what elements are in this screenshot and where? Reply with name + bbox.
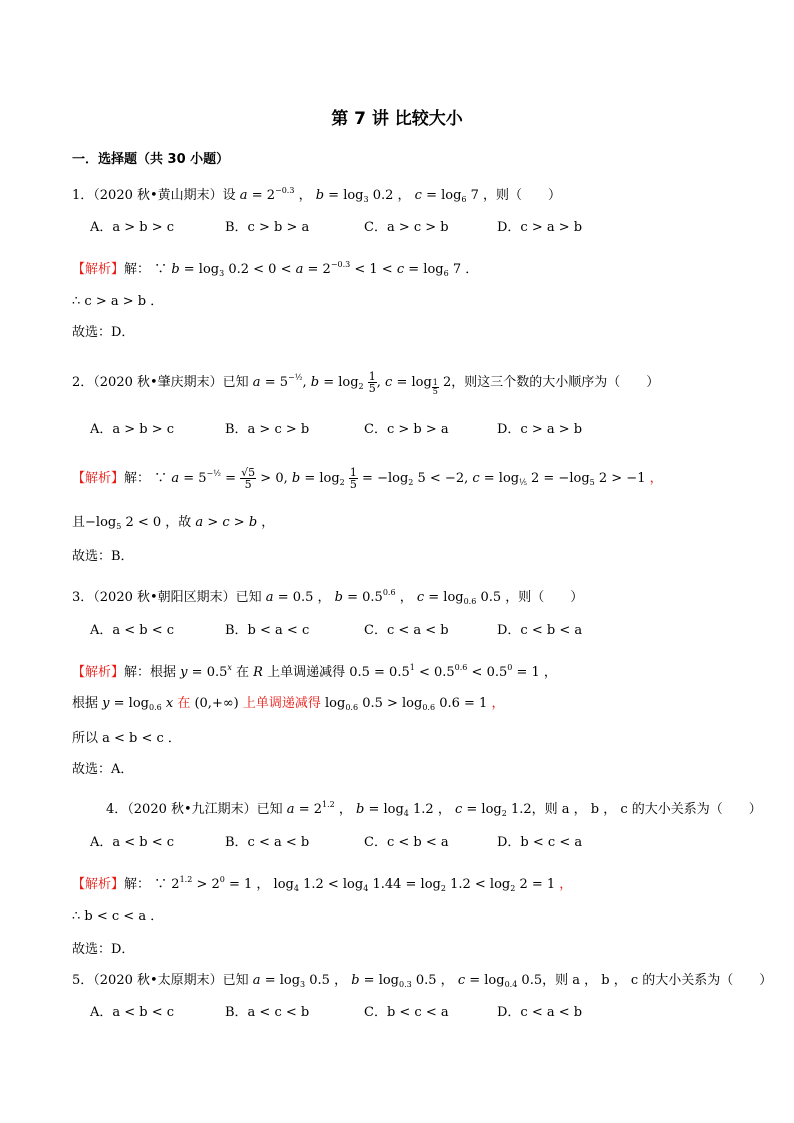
q3-line2-math: $y = \log_{0.6} x$ 在 (0,+∞) 上单调递减得 $\log_{0.6} 0.5 > \log_{0.6} 0.6 = 1$ ，	[102, 696, 505, 712]
q2-answer: 故选：B．	[72, 549, 134, 564]
question-3-stem	[72, 585, 583, 610]
q5-given: $a = \log_3 0.5$ ， $b = \log_{0.3} 0.5$ ， $c = \log_{0.4} 0.5$	[252, 973, 543, 989]
q2-therefore-math: $-\log_5$ 2 < 0 ，故 a > c > b ，	[85, 515, 275, 531]
q4-analysis-tag: 【解析】	[72, 877, 125, 892]
q4-option-a[interactable]: A．a < b < c	[90, 835, 175, 850]
q5-option-b[interactable]: B．a < c < b	[225, 1005, 310, 1020]
page-title: 第 7 讲 比较大小	[331, 109, 463, 129]
q5-option-a[interactable]: A．a < b < c	[90, 1005, 175, 1020]
q2-solution	[72, 466, 663, 491]
q4-option-d[interactable]: D．b < c < a	[497, 835, 583, 850]
q2-therefore	[72, 515, 274, 535]
section-heading: 一．选择题（共 30 小题）	[72, 152, 230, 167]
q2-stem-tail: ，则这三个数的大小顺序为（ ）	[451, 375, 660, 390]
q3-option-a[interactable]: A．a < b < c	[90, 623, 175, 638]
q4-option-c[interactable]: C．c < b < a	[364, 835, 449, 850]
q4-given: $a = 2^{1.2}$ ， $b = \log_4 1.2$ ， $c = \log_2 1.2$	[286, 800, 532, 818]
q1-solution-prefix: 解：	[124, 262, 151, 277]
q3-line2-prefix: 根据	[72, 696, 99, 711]
q4-solution-math: ∵ $2^{1.2} > 2^0 = 1$ ， $\log_4 1.2 < \log_4 1.44 = \log_2 1.2 < \log_2 2 = 1$ ，	[154, 875, 573, 893]
q5-option-c[interactable]: C．b < c < a	[364, 1005, 449, 1020]
q2-given: $a = 5^{-\frac{1}{2}}$, $b = \log_2$ $\frac{1}{5}$ , c = log $_{\frac{1}{5}}$ 2	[252, 370, 452, 396]
q3-stem-text: 3．（2020 秋•朝阳区期末）已知	[72, 590, 262, 605]
q2-solution-math: ∵ $a = 5^{-\frac{1}{2}}$ = $\frac{√5}{5}$ > 0, $b = \log_2$ $\frac{1}{5}$ = $-\log_2$ 5 < −2, $c = \log_{\frac{1}{5}} 2 = -\log_5$ 2 > −1 ，	[154, 466, 663, 491]
q2-stem-text: 2．（2020 秋•肇庆期末）已知	[72, 375, 249, 390]
q2-option-c[interactable]: C．c > b > a	[364, 422, 449, 437]
q1-given: $a = 2^{-0.3}$ ， $b = \log_3 0.2$ ， $c = \log_6 7$ ，则（ ）	[239, 186, 562, 204]
q4-solution	[72, 872, 572, 897]
q3-solution-math: $y = 0.5^x$ 在 R 上单调递减得 $0.5 = 0.5^1 < 0.5^{0.6} < 0.5^0 = 1$ ，	[180, 663, 557, 680]
q2-option-a[interactable]: A．a > b > c	[90, 422, 175, 437]
q3-given: a = 0.5 ， $b = 0.5^{0.6}$ ， $c = \log_{0.6} 0.5$ ，则（ ）	[265, 588, 584, 606]
q5-stem-tail: ，则 a ， b ， c 的大小关系为（ ）	[542, 973, 773, 988]
q3-option-c[interactable]: C．c < a < b	[364, 623, 449, 638]
q1-analysis-tag: 【解析】	[72, 262, 125, 277]
q1-stem-text: 1．（2020 秋•黄山期末）设	[72, 188, 236, 203]
q2-therefore-prefix: 且	[72, 515, 86, 530]
q3-option-b[interactable]: B．b < a < c	[225, 623, 310, 638]
q4-option-b[interactable]: B．c < a < b	[225, 835, 310, 850]
q2-analysis-tag: 【解析】	[72, 471, 125, 486]
q3-analysis-tag: 【解析】	[72, 665, 125, 680]
q3-solution-prefix: 解：根据	[124, 665, 177, 680]
q4-stem-text: 4．（2020 秋•九江期末）已知	[106, 802, 283, 817]
q1-option-a[interactable]: A．a > b > c	[90, 220, 175, 235]
q5-option-d[interactable]: D．c < a < b	[497, 1005, 583, 1020]
question-5-stem	[72, 973, 772, 993]
q3-solution-line2	[72, 696, 504, 716]
q4-answer: 故选：D．	[72, 942, 135, 957]
question-4-stem	[106, 797, 762, 822]
q3-conclusion: 所以 a < b < c ．	[72, 731, 181, 746]
q4-therefore: ∴ b < c < a ．	[72, 909, 164, 924]
q5-stem-text: 5．（2020 秋•太原期末）已知	[72, 973, 249, 988]
question-1-stem	[72, 183, 561, 208]
question-2-stem	[72, 370, 659, 396]
q2-option-d[interactable]: D．c > a > b	[497, 422, 583, 437]
q1-solution	[72, 257, 478, 282]
q1-option-c[interactable]: C．a > c > b	[364, 220, 449, 235]
q2-solution-prefix: 解：	[124, 471, 151, 486]
q1-option-d[interactable]: D．c > a > b	[497, 220, 583, 235]
q1-therefore: ∴ c > a > b ．	[72, 294, 164, 309]
q1-solution-math: ∵ $b = \log_3 0.2 < 0 < a = 2^{-0.3} < 1 < c = \log_6 7$ ．	[154, 260, 479, 278]
q1-option-b[interactable]: B．c > b > a	[225, 220, 310, 235]
q4-solution-prefix: 解：	[124, 877, 151, 892]
q2-option-b[interactable]: B．a > c > b	[225, 422, 310, 437]
q3-answer: 故选：A．	[72, 762, 134, 777]
q4-stem-tail: ，则 a ， b ， c 的大小关系为（ ）	[531, 802, 762, 817]
q3-solution	[72, 660, 557, 681]
q1-answer: 故选：D．	[72, 325, 135, 340]
q3-option-d[interactable]: D．c < b < a	[497, 623, 583, 638]
